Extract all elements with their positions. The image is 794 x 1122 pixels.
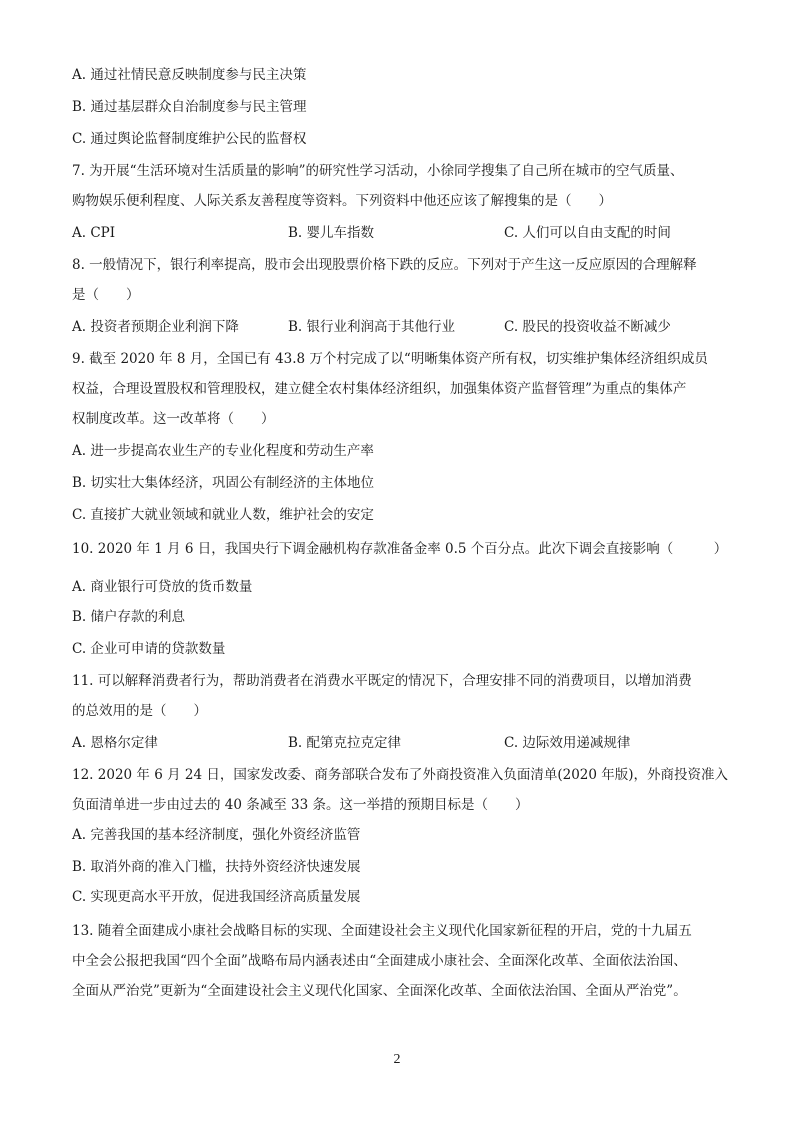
q8-stem-line2: 是（ ） [72, 287, 140, 303]
q7-stem-line1: 7. 为开展“生活环境对生活质量的影响”的研究性学习活动，小徐同学搜集了自己所在城市的空气质量、 [72, 163, 684, 179]
q12-option-c: C. 实现更高水平开放，促进我国经济高质量发展 [72, 889, 361, 905]
q8-option-c: C. 股民的投资收益不断减少 [504, 319, 671, 335]
q12-option-b: B. 取消外商的准入门槛，扶持外资经济快速发展 [72, 859, 361, 875]
q13-stem-line3: 全面从严治党”更新为“全面建设社会主义现代化国家、全面深化改革、全面依法治国、全面从严治党”。 [72, 983, 687, 999]
q12-stem-line2: 负面清单进一步由过去的 40 条减至 33 条。这一举措的预期目标是（ ） [72, 797, 529, 813]
q6-option-c: C. 通过舆论监督制度维护公民的监督权 [72, 131, 307, 147]
q10-option-c: C. 企业可申请的贷款数量 [72, 641, 226, 657]
q9-option-b: B. 切实壮大集体经济，巩固公有制经济的主体地位 [72, 475, 375, 491]
q11-stem-line2: 的总效用的是（ ） [72, 703, 207, 719]
q7-option-b: B. 婴儿车指数 [288, 225, 375, 241]
q9-stem-line2: 权益，合理设置股权和管理股权，建立健全农村集体经济组织，加强集体资产监督管理”为重点的集体产 [72, 381, 687, 397]
q9-stem-line1: 9. 截至 2020 年 8 月，全国已有 43.8 万个村完成了以“明晰集体资产所有权，切实维护集体经济组织成员 [72, 351, 708, 367]
q6-option-a: A. 通过社情民意反映制度参与民主决策 [72, 67, 307, 83]
q10-option-a: A. 商业银行可贷放的货币数量 [72, 579, 253, 595]
q7-stem-line2: 购物娱乐便利程度、人际关系友善程度等资料。下列资料中他还应该了解搜集的是（ ） [72, 193, 612, 209]
q11-option-b: B. 配第克拉克定律 [288, 735, 402, 751]
q11-stem-line1: 11. 可以解释消费者行为，帮助消费者在消费水平既定的情况下，合理安排不同的消费项目，以增加消费 [72, 673, 692, 689]
q6-option-b: B. 通过基层群众自治制度参与民主管理 [72, 99, 307, 115]
q9-stem-line3: 权制度改革。这一改革将（ ） [72, 411, 275, 427]
q8-option-a: A. 投资者预期企业利润下降 [72, 319, 239, 335]
page-number: 2 [393, 1052, 401, 1067]
q9-option-c: C. 直接扩大就业领域和就业人数，维护社会的安定 [72, 507, 374, 523]
q10-option-b: B. 储户存款的利息 [72, 609, 186, 625]
q8-option-b: B. 银行业利润高于其他行业 [288, 319, 456, 335]
q9-option-a: A. 进一步提高农业生产的专业化程度和劳动生产率 [72, 443, 374, 459]
q13-stem-line1: 13. 随着全面建成小康社会战略目标的实现、全面建设社会主义现代化国家新征程的开启，党的十九届五 [72, 923, 692, 939]
q8-stem-line1: 8. 一般情况下，银行利率提高，股市会出现股票价格下跌的反应。下列对于产生这一反应原因的合理解释 [72, 257, 697, 273]
q12-stem-line1: 12. 2020 年 6 月 24 日，国家发改委、商务部联合发布了外商投资准入负面清单(2020 年版)，外商投资准入 [72, 767, 729, 783]
q11-option-a: A. 恩格尔定律 [72, 735, 158, 751]
q13-stem-line2: 中全会公报把我国“四个全面”战略布局内涵表述由“全面建成小康社会、全面深化改革、全面依法治国、 [72, 953, 687, 969]
q10-stem-line1: 10. 2020 年 1 月 6 日，我国央行下调金融机构存款准备金率 0.5 个百分点。此次下调会直接影响（ ） [72, 541, 728, 557]
q7-option-c: C. 人们可以自由支配的时间 [504, 225, 671, 241]
q12-option-a: A. 完善我国的基本经济制度，强化外资经济监管 [72, 827, 361, 843]
q11-option-c: C. 边际效用递减规律 [504, 735, 631, 751]
q7-option-a: A. CPI [72, 225, 116, 241]
